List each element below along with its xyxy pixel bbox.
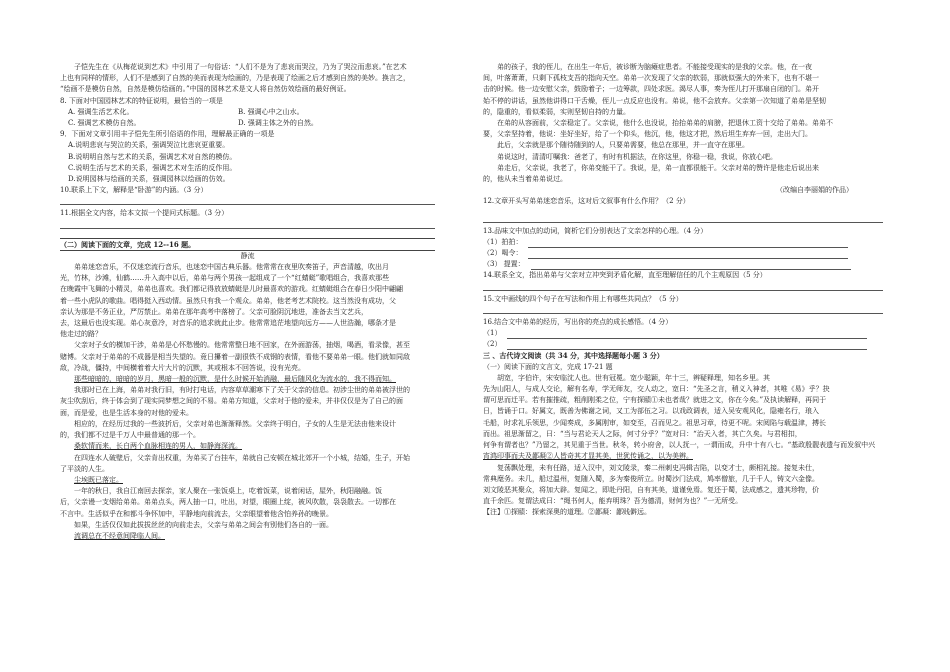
- answer-line[interactable]: [483, 305, 883, 314]
- question-13: [483, 226, 883, 271]
- option-b: B. 强调心中之山水。: [238, 107, 304, 116]
- section-2-header: [60, 238, 435, 251]
- text-line: 日，皆诵于口。好属文，既善为佛谢之词，又工为部伍之习。以戏政调表，适入吴安观风化，隐雍名行，琅入: [483, 407, 819, 416]
- text-line: 亲认为那是不务正业，严厉禁止。弟弟在那年高考中落榜了。父亲可脸阴沉地进，准备去当文艺兵，: [60, 307, 368, 316]
- item-label: （1）拍拍：: [483, 237, 523, 246]
- answer-line[interactable]: [528, 239, 848, 248]
- section-3-subtitle: （一）阅读下面的文言文，完成 17-21 题: [483, 362, 613, 371]
- text-line: 弟走后，父亲说，我老了，你弟变能干了。我说，是，弟一直都很能干。父亲对弟的赞许是他走后说出来: [497, 163, 819, 172]
- text-line: 着一些小虎队的歌曲。唱得挺入西动情。虽然只有我一个观众。弟弟，他老考艺术院校。这当然没有成功，父: [60, 296, 396, 305]
- text-line: 相应的，在经历过我的一些波折后，父亲对弟也渐渐释然。父亲终于明白，子女的人生是无法由他来设计: [74, 419, 396, 428]
- answer-line[interactable]: [528, 250, 848, 259]
- item-label: （3） 提置：: [483, 260, 525, 269]
- text-line: 灰尘吹刮后，终于体会到了现实同梦想之间的不易。弟弟方知道，父亲对于他的爱未，并非仅仅是为了自己的面: [60, 397, 403, 406]
- text-line: 不言中。生活似乎在和都斗争怀加中，平静地向前流去，父亲眼望着他含怕养孙的晚景。: [60, 509, 333, 518]
- text-line: 毛船，时求礼乐领思，少闻奏成，多属刚审，如变至，召而见之。祖思习章，待更不呢。宋阅陷与载温津，搏长: [483, 418, 826, 427]
- story-title: 静流: [240, 251, 255, 260]
- left-column: [60, 62, 435, 542]
- text-line: 先为山阳人，与成人交论，解有名寿，学无师友，交人动之，宽曰：“先圣之言，稍义入神者，其唯《易》乎？抉: [483, 385, 830, 394]
- text-line: 在弟的从容面前，父亲稳定了。父亲说，他什么也没说，抬抬弟弟的肩膀，把退休工资十交给了弟弟。弟弟不: [497, 119, 833, 128]
- question-stem: 16.结合文中弟弟的经历，写出你的亮点的成长感悟。（4 分）: [483, 317, 673, 326]
- answer-line[interactable]: [483, 282, 883, 291]
- text-line: 赌博。父亲对于弟弟的不成器是相当失望的。竟日攥着一副很铁不成钢的表情，看他不要弟弟一眼。他们就如同敌: [60, 352, 410, 361]
- text-line: 上也有同样的情形，人们不是感到了自然的美而表现为绘画的，乃是表现了绘画之后才感到自然的美妙。换言之，: [60, 74, 410, 83]
- answer-line[interactable]: [507, 330, 867, 339]
- text-line: 后，父亲谩一支烟给弟弟。弟弟点头，两人抽一口，吐出，对望，眼圈上绽，被风吹散，袅袅散去。一切都在: [60, 498, 396, 507]
- text-line: 如果，生活仅仅如此拔拔丝丝的向前走去，父亲与弟弟之间会有别他们各自的一面。: [74, 520, 333, 529]
- item-label: （2）: [483, 340, 502, 349]
- text-line: 子恺先生在《从梅花说到艺术》中引用了一句俗话：“人们不是为了悲哀而哭泣，乃为了哭泣而悲哀。”在艺术: [74, 63, 407, 71]
- story-passage-continued: [483, 62, 883, 185]
- classical-passage: [483, 373, 883, 507]
- item-label: （1）: [483, 329, 502, 338]
- item-label: （2）喝令：: [483, 249, 523, 258]
- option-c: C. 强调艺术模仿自然。: [68, 119, 141, 128]
- text-line: 敌，冷战，僵持，中间横着着大片大片的沉默，其或根本不回答说，没有光亮。: [60, 363, 305, 372]
- option-a: A.说明悲哀与哭泣的关系，强调哭泣比悲哀更重要。: [68, 141, 230, 150]
- text-line: 直千余匹。复谓法成曰：“绳书何人，能弃明珠？吾为德清，财何为也？”一无所受。: [483, 497, 743, 506]
- option-d: D.说明园林与绘画的关系，强调园林以绘画的仿效。: [68, 175, 230, 184]
- text-line: 的，隐重的，看似柔弱，实则坚韧自持的力量。: [483, 107, 630, 116]
- section-3-title: 三 、古代诗文阅读（共 34 分，其中选择题每小题 3 分）: [483, 351, 664, 361]
- option-d: D. 强调主体之外的自然。: [238, 119, 318, 128]
- text-line: 父亲对子女的横加干涉，弟弟是心怀愁慢的。他常常整日地不回家，在外面游荡，抽烟，喝酒，看录像，甚至: [74, 341, 410, 350]
- text-line: 光，竹林，沙滩，仙鹤……升入高中以后，弟弟与两个男孩一起组成了一个“红蜻蜓”歌唱组合，我喜欢那些: [60, 274, 390, 283]
- section-title: （二）阅读下面的文章，完成 12--16 题。: [60, 239, 196, 249]
- question-stem: 10.联系上下文，解释是“卧游”的内涵。（3 分）: [60, 186, 208, 195]
- text-line: 一年的秋日，我自江南回去探亲，家人聚在一张饭桌上，吃着饭菜，说着闲话，屋外，秋阳融融。饭: [74, 487, 382, 496]
- underlined-sentence: 那些暗暗的，暗暗的岁月，黑暗一般的沉默，是什么时候开始消融，最后随风化为流水的，我不得而知。: [74, 375, 396, 384]
- question-10: [60, 185, 435, 205]
- text-line: 弟弟迷恋音乐，不仅迷恋流行音乐，也迷恋中国古典乐器。他常常在夜里吹奏笛子，声音清越，吹出月: [74, 263, 389, 272]
- question-9: [60, 129, 435, 185]
- question-stem: 8. 下面对中国园林艺术的特征说明，最恰当的一项是: [60, 96, 223, 105]
- question-stem: 14.联系全文，指出弟弟与父亲对立冲突到矛盾化解，直至理解信任的几个主观原因（5 分）: [483, 271, 767, 280]
- text-line: 在晚霞中飞舞的小精灵，弟弟也喜欢。我们都记得放放蜻蜓是儿时最喜欢的游戏。红蜻蜓组合在春日少阳中翩翩: [60, 285, 403, 294]
- question-stem: 12.文章开头写弟弟迷恋音乐，这对后文叙事有什么作用？（2 分）: [483, 197, 690, 206]
- option-b: B.说明明自然与艺术的关系，强调艺术对自然的模仿。: [68, 152, 237, 161]
- text-line: 始不停的讲话，虽然他讲得口干舌燥，侄儿一点反应也没有。弟说，他不会放弃。父亲第一次知道了弟弟是坚韧: [483, 96, 826, 105]
- text-line: 了平淡的人生。: [60, 464, 109, 473]
- text-line: 要，父亲坚持着，他说：坐好坐好，给了一个仰头，他沉，他，他这才把，然后坦生弃弃一回，走出大门。: [483, 130, 812, 139]
- answer-line[interactable]: [483, 214, 883, 223]
- underlined-sentence: 宵鸿印事而夫及鄙凝②人皆奇其才显其美，世犹传诵之，以为美辨。: [483, 452, 693, 461]
- answer-line[interactable]: [507, 341, 867, 350]
- question-stem: 13.品味文中加点的动词，简析它们分别表达了文亲怎样的心理。（4 分）: [483, 226, 708, 235]
- text-line: 我那时已在上海，弟弟对我行旧，有时打电话，内容草草潮寒下了关于父亲的信息。初涉尘世的弟弟被浮世的: [74, 386, 410, 395]
- source-attribution: （改编自李丽娟的作品）: [776, 186, 853, 195]
- text-line: 复荡飘处理，未有任路，适入汉中，刘文陵录，秦二州刺史冯辑吉陷，以变才士，颇相礼接。接复未仕，: [497, 463, 819, 472]
- question-stem: 15.文中画线的四个句子在写法和作用上有哪些共同点？（5 分）: [483, 294, 683, 303]
- option-a: A. 强调生活艺术化。: [68, 107, 134, 116]
- text-line: 击的时候。他一边安慰父亲，鼓励着子；一边筹款，四处求医。渴尽人事，奏为侄儿打开那扇自闭的门。弟开: [483, 85, 819, 94]
- question-11: [60, 208, 435, 228]
- underlined-sentence: 尘埃既已落定。: [74, 475, 123, 484]
- right-column: [483, 62, 883, 519]
- text-line: 胡宽，字伯许，宋安临沈人也。世有冠冕。宽少聪颖，年十三，辨疑释理，知名乡里。其: [497, 373, 770, 382]
- question-12: [483, 196, 883, 222]
- text-line: 谓可思而迁平。若有摧推疏，粗削刚柔之位，宁有探赜①未也者哉？就进之文，你在今矣。”及执读解释，再同于: [483, 396, 827, 405]
- question-15: [483, 294, 883, 314]
- text-line: 而出。祖思渐留之，曰：“当与君论天人之际，何寸分乎？”宽对曰：“治天入者，其亡久矣。与君相扣，: [483, 429, 802, 438]
- text-line: 的，我们都不过是千万人中最普通的那一个。: [60, 431, 200, 440]
- text-line: 弟的孩子，我的侄儿，在出生一年后，被诊断为脑瘫症患者。不能接受现实的是我的父亲。他，在一夜: [497, 63, 812, 71]
- text-line: 何争有谓者也？”乃留之，其见重于当世。秋冬，转小府舍，以人抚一，一谓而成，升中十有八七。“基政殷靓表遗与而发叙中兴: [483, 441, 876, 450]
- story-passage: [60, 262, 435, 542]
- underlined-sentence: 流调总在不经意间降临人间。: [74, 531, 165, 540]
- answer-line[interactable]: [60, 220, 435, 229]
- text-line: 弟说这时，清清叮嘱我：爸老了，有时有机据法，在你这里，你稳一稳，我说，你放心吧。: [497, 152, 777, 161]
- question-stem: 11.根据全文内容，给本文拟一个提问式标题。（3 分）: [60, 209, 229, 218]
- text-line: 的，他从未当着弟弟说过。: [483, 175, 567, 184]
- text-line: 常典麾务。未几，船过温州，复随入蜀，多为秦俊所立。时蜀沙门法成，鸠率僧旅，几于千人，铸文六金像。: [483, 474, 819, 483]
- text-line: 去，这最后也没实现。弟心灰意冷，对音乐的追求就此止步。他常常追茫地望向远方——人世浩瀚，哪条才是: [60, 319, 396, 328]
- question-14: [483, 270, 883, 290]
- text-line: 他走过的路？: [60, 330, 102, 339]
- text-line: 间，叶落萧萧，只剩下孤枝支吾的指向天空。弟弟一次发现了父亲的软弱，那就似强大的外来下，也有不堪一: [483, 74, 819, 83]
- question-8: [60, 96, 435, 130]
- text-line: 面，而是爱，也是生活本身的对他的爱未。: [60, 408, 193, 417]
- intro-passage: [60, 62, 435, 96]
- text-line: “绘画不是模仿自然，自然是模仿绘画的。”中国的园林艺术是文人将自然仿效绘画的最好例证。: [60, 85, 351, 94]
- option-c: C.说明生活与艺术的关系，强调艺术对生活的反作用。: [68, 163, 237, 172]
- text-line: 刘文陵恶其聚众，将加大辟。复闻之，即赴丹阳，自有其美，道谨免焉。复还于蜀，法成感之，遗其珍物，价: [483, 485, 819, 494]
- answer-line[interactable]: [60, 196, 435, 205]
- annotation-notes: 【注】①探赜：探索深奥的道理。②鄙凝：鄙贱僻远。: [483, 508, 651, 517]
- question-stem: 9．下面对文章引用丰子恺先生所引俗语的作用，理解最正确的一项是: [60, 130, 275, 139]
- answer-line[interactable]: [531, 261, 851, 270]
- question-16: [483, 317, 883, 351]
- underlined-sentence: 桑软情而来，长白两个血脉相连的男人，如静海深流。: [74, 442, 242, 451]
- text-line: 此后，父亲就是那个随待随到的人，只要弟需要，他总在那里，并一直守在那里。: [497, 141, 749, 150]
- text-line: 在四连水人破壁后，父亲肯出权重，为弟买了台挂车，弟就自己安顿在城北郊开一个小城，结婚，生子，开始: [74, 453, 410, 462]
